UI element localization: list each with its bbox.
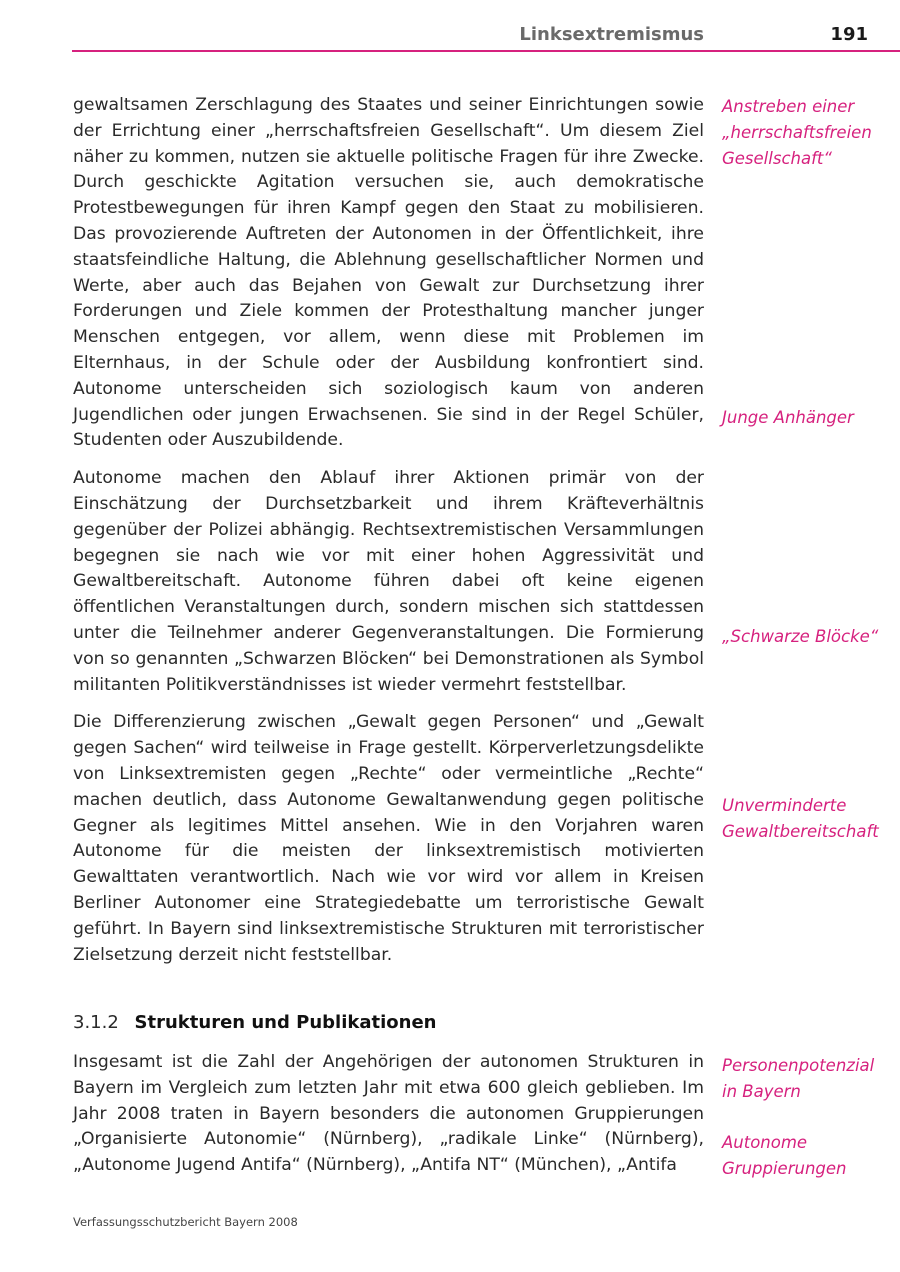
section-number: 3.1.2 xyxy=(73,1012,119,1034)
margin-note: Autonome Gruppierungen xyxy=(722,1133,847,1178)
running-title: Linksextremismus xyxy=(519,24,704,45)
page-footer: Verfassungsschutzbericht Bayern 2008 xyxy=(73,1215,298,1229)
paragraph: Autonome machen den Ablauf ihrer Aktionen primär von der Einschätzung der Durchsetzbarkeit und ihrem Kräfteverhältnis gegenüber der Polizei abhängig. Rechtsextremistischen Versammlungen begegnen sie nach wie vor mit einer hohen Aggressivität und Gewaltbereitschaft. Autonome führen dabei oft keine eigenen öffentlichen Veranstaltungen durch, sondern mischen sich stattdessen unter die Teilnehmer anderer Gegenveranstaltungen. Die Formierung von so genannten „Schwarzen Blöcken“ bei Demonstrationen als Symbol militanten Politikverständnisses ist wieder vermehrt feststellbar. xyxy=(73,468,704,695)
page-header xyxy=(72,22,900,52)
margin-note: Unverminderte Gewaltbereitschaft xyxy=(722,796,879,841)
section-title: Strukturen und Publikationen xyxy=(134,1012,437,1034)
paragraph: Die Differenzierung zwischen „Gewalt gegen Personen“ und „Gewalt gegen Sachen“ wird teilweise in Frage gestellt. Körperverletzungsdelikte von Linksextremisten gegen „Rechte“ oder vermeintliche „Rechte“ machen deutlich, dass Autonome Gewaltanwendung gegen politische Gegner als legitimes Mittel ansehen. Wie in den Vorjahren waren Autonome für die meisten der linksextremistisch motivierten Gewalttaten verantwortlich. Nach wie vor wird vor allem in Kreisen Berliner Autonomer eine Strategiedebatte um terroristische Gewalt geführt. In Bayern sind linksextremistische Strukturen mit terroristischer Zielsetzung derzeit nicht feststellbar. xyxy=(73,712,704,965)
section-heading xyxy=(73,1010,704,1036)
margin-note: Personenpotenzial in Bayern xyxy=(722,1056,875,1101)
margin-note: Junge Anhänger xyxy=(722,408,854,427)
paragraph: Insgesamt ist die Zahl der Angehörigen der autonomen Strukturen in Bayern im Vergleich zum letzten Jahr mit etwa 600 gleich geblieben. Im Jahr 2008 traten in Bayern besonders die autonomen Gruppierungen „Organisierte Autonomie“ (Nürnberg), „radikale Linke“ (Nürnberg), „Autonome Jugend Antifa“ (Nürnberg), „Antifa NT“ (München), „Antifa xyxy=(73,1052,704,1176)
paragraph: gewaltsamen Zerschlagung des Staates und seiner Einrichtungen sowie der Errichtung einer „herrschaftsfreien Gesellschaft“. Um diesem Ziel näher zu kommen, nutzen sie aktuelle politische Fragen für ihre Zwecke. Durch geschickte Agitation versuchen sie, auch demokratische Protestbewegungen für ihren Kampf gegen den Staat zu mobilisieren. Das provozierende Auftreten der Autonomen in der Öffentlichkeit, ihre staatsfeindliche Haltung, die Ablehnung gesellschaftlicher Normen und Werte, aber auch das Bejahen von Gewalt zur Durchsetzung ihrer Forderungen und Ziele kommen der Protesthaltung mancher junger Menschen entgegen, vor allem, wenn diese mit Problemen im Elternhaus, in der Schule oder der Ausbildung konfrontiert sind. Autonome unterscheiden sich soziologisch kaum von anderen Jugendlichen oder jungen Erwachsenen. Sie sind in der Regel Schüler, Studenten oder Auszubildende. xyxy=(73,95,704,451)
margin-note: Anstreben einer „herrschaftsfreien Gesellschaft“ xyxy=(722,97,872,168)
body-text xyxy=(73,93,704,1191)
margin-note: „Schwarze Blöcke“ xyxy=(722,627,879,646)
header-rule xyxy=(72,50,900,52)
page-number: 191 xyxy=(830,24,868,45)
